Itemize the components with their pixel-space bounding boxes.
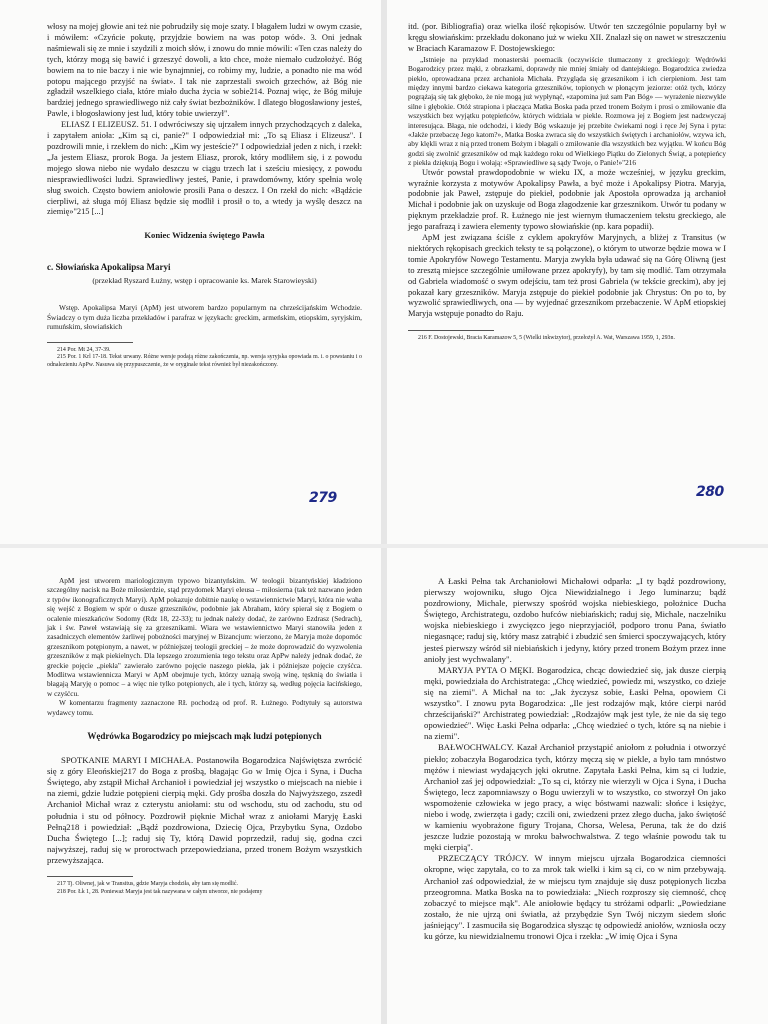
page-number-279: 279 <box>309 490 337 506</box>
section-heading: c. Słowiańska Apokalipsa Maryi <box>47 262 171 273</box>
page-282 <box>384 546 768 1024</box>
page-280 <box>384 0 768 546</box>
p280-text-2: Utwór powstał prawdopodobnie w wieku IX, a może wcześniej, w języku greckim, wyraźnie korzysta z motywów Apokalipsy Pawła, a być może i Apokalipsy Piotra. Maryja, podobnie jak Paweł, zstępuje do piekieł, podobnie jak Apostoła oprowadza ją archanioł Michał i podobnie jak on uzyskuje od Boga złagodzenie kar grzesznikom. Utwór tu podany w pięknym przekładzie prof. R. Łużnego nie jest wiernym tłumaczeniem tekstu greckiego, ale jego parafrazą i zawiera elementy typowo słowiańskie (np. kara popadii). <box>408 167 726 232</box>
p282-text-2: MARYJA PYTA O MĘKI. Bogarodzica, chcąc dowiedzieć się, jak dusze cierpią męki, powiedziała do Archistratega: „Chcę wiedzieć, powiedz mi, wszystko, co dzieje się na ziemi". A Michał na to: „Jak życzysz sobie, Łaski Pełna, opowiem Ci wszystko". I znowu pyta Bogarodzica: „Ile jest rodzajów mąk, które cierpi naród chrześcijański?" Archistrateg powiedział: „Rodzajów mąk jest tyle, że nie da się tego opowiedzieć". Więc Łaski Pełna odparła: „Chcę wiedzieć o tych, które są na niebie i na ziemi". <box>424 664 726 742</box>
end-heading: Koniec Widzenia świętego Pawła <box>144 230 265 241</box>
footnote-rule <box>47 342 133 343</box>
p281-text-1: ApM jest utworem mariologicznym typowo bizantyńskim. W teologii bizantyńskiej kładziono szczególny nacisk na Boże miłosierdzie, stąd przydomek Maryi eleusa – miłosierna (tak też nazwano jeden z typów ikonograficznych Maryi). ApM pokazuje dobitnie naukę o wstawiennictwie Maryi, która nie waha się wejść z Bogiem w spór o dusze grzeszników, podobnie jak Abraham, który spierał się z Bogiem o ocalenie mieszkańców Sodomy (Rdz 18, 22-33); tu jednak należy dodać, że zarówno Ezdrasz (Sedrach), jak i św. Paweł wstawiają się za grzesznikami. Wiara we wstawiennictwo Maryi stanowiła jeden z zasadniczych elementów żarliwej pobożności maryjnej w Bizancjum: wierzono, że Maryja może dopomóc grzesznikom potępionym, a nawet, w późniejszej teologii greckiej – że może doprowadzić do wyzwolenia grzeszników z mąk piekielnych. Dla lepszego zrozumienia tego tekstu oraz ApPw należy jednak dodać, że greckie pojęcie „piekła" zawierało zarówno pojęcie naszego piekła, jak i późniejsze pojęcie czyśćca. Modlitwa wstawiennicza Maryi w ApM obejmuje tych, którzy uznają swoją winę, tęsknią do światła i błagają Maryję o pomoc – a więc nie tylko potępionych, ale i tych, którzy są, według pojęcia łacińskiego, w czyśćcu. <box>47 576 362 698</box>
chapter-heading: Wędrówka Bogarodzicy po miejscach mąk ludzi potępionych <box>87 731 322 742</box>
page-281 <box>0 546 384 1024</box>
footnote-217: 217 Tj. Oliwnej, jak w Transitus, gdzie Maryja chodziła, aby tam się modlić. <box>57 881 238 888</box>
p279-text-1: włosy na mojej głowie ani też nie pobrudziły się moje szaty. I błagałem ludzi w owym czasie, i mówiłem: «Czyńcie pokutę, przyjdzie bowiem na was potop wód». 3. Oni jednak naśmiewali się ze mnie i szydzili z moich słów, i znowu do mnie mówili: «Ten czas należy do tych, którzy mogą się bawić i grzeszyć dowoli, a kto chce, może niemało cudzołożyć. Bóg bowiem na to nie baczy i nie wie bynajmniej, co robimy my, ludzie, a ponadto nie ma wód potopu mającego przyjść na świat». I tak nie zaprzestali swoich grzechów, aż Bóg nie zgładził wszelkiego ciała, które miało ducha życia w sobie214. Poznaj więc, że Bóg miłuje bardziej jednego sprawiedliwego niż cały świat bezbożników. I dlatego błogosławiony jesteś, Pawle, i błogosławiony jest lud, który tobie uwierzył". <box>47 22 362 119</box>
intro-text: Wstęp. Apokalipsa Maryi (ApM) jest utworem bardzo popularnym na chrześcijańskim Wchodzie. Świadczy o tym duża liczba przekładów i parafraz w językach: greckim, armeńskim, etiopskim, syryjskim, rumuńskim, słowiańskich <box>47 303 362 332</box>
gutter-bottom <box>381 546 387 1024</box>
footnote-216: 216 F. Dostojewski, Bracia Karamazow 5, 5 (Wielki inkwizytor), przełożył A. Wat, Warszawa 1959, 1, 293n. <box>418 335 675 342</box>
page-279 <box>0 0 384 546</box>
p281-text-2: W komentarzu fragmenty zaznaczone RŁ pochodzą od prof. R. Łużnego. Podtytuły są autorstwa wydawcy tomu. <box>47 698 362 717</box>
footnote-218: 218 Por. Łk 1, 28. Ponieważ Maryja jest tak nazywana w całym utworze, nie podajemy <box>57 888 263 895</box>
footnote-214: 214 Por. Mt 24, 37-39. <box>57 346 111 353</box>
p282-text-4: PRZECZĄCY TRÓJCY. W innym miejscu ujrzała Bogarodzica ciemności okropne, więc zapytała, co to za mrok tak wielki i kim są ci, co w nim przebywają. Archanioł zaś odpowiedział, że w miejscu tym znajduje się dusz potępionych liczba przeogromna. Matka Boska na to powiedziała: „Niech rozproszy się ciemność, chcę zobaczyć to miejsce mąk". Ale aniołowie będący tu stróżami odparli: „Powiedziane zostało, że nie ujrzą oni światła, aż przybędzie Syn Twój niczym siedem słońc jaśniejący". I zasmuciła się Bogarodzica słysząc tę odpowiedź aniołów, wzniosła oczy ku górze, ku niewidzialnemu tronowi Ojca i rzekła: „W imię Ojca i Syna <box>424 853 726 941</box>
footnote-rule <box>47 876 133 877</box>
gutter-top <box>381 0 387 546</box>
page-number-280: 280 <box>696 484 724 500</box>
footnote-215: 215 Por. 1 Krl 17-18. Tekst urwany. Różne wersje podają różne zakończenia, np. wersja syryjska opowiada m. i. o powstaniu i o odnalezieniu ApPw. Nasuwa się przypuszczenie, że w oryginale tekst również był niezakończony. <box>47 354 362 368</box>
p280-text-1: itd. (por. Bibliografia) oraz wielka ilość rękopisów. Utwór ten szczególnie popularny był w kręgu słowiańskim: przekładu dokonano już w wieku XII. Znalazł się on nawet w streszczeniu w Braciach Karamazow F. Dostojewskiego: <box>408 22 726 53</box>
p280-text-3: ApM jest związana ściśle z cyklem apokryfów Maryjnych, a bliżej z Transitus (w niektórych rękopisach greckich teksty te są połączone), o którym to utworze będzie mowa w I tomie Apokryfów Nowego Testamentu. Maryja zwykła była udawać się na Górę Oliwną (jest to zresztą miejsce szczególnie umiłowane przez apokryfy), by tam się modlić. Tam otrzymała od Gabriela wiadomość o swym odejściu, tam też prosi Gabriela (w tekście greckim), aby jej pokazał kary grzeszników. Maryja zstępuje do piekieł podobnie jak Chrystus: On po to, by wyzwolić sprawiedliwych, ona — by wyjednać grzesznikom przebaczenie. W ApM etiopskiej Maryja wstępuje ponadto do Raju. <box>408 233 726 319</box>
p282-text-3: BAŁWOCHWALCY. Kazał Archanioł przystąpić aniołom z południa i otworzyć piekło; zobaczyła Bogarodzica tych, którzy męczą się w piekle, a było tam mnóstwo mężów i niewiast wydających jęki okrutne. Zapytała Łaski Pełna, kim są ci ludzie, Archanioł zaś jej odpowiedział: „To są ci, którzy nie wierzyli w Ojca i Syna, i Ducha Świętego, lecz zapomniawszy o Bogu uwierzyli w to wszystko, co stworzył On jako wspomożenie człowieka w jego pracy, a więc bóstwami nazwali: słońce i księżyc, niebo i wodę, zwierzęta i gady; czcili oni, zwiedzeni przez złego ducha, jako świętość w kamieniu wyobrażone figury Trojana, Chorsa, Welesa, Peruna, tak że do dziś jeszcze ludzie pozostają w mroku bałwochwalstwa. Z tego właśnie powodu tak tu męki cierpią". <box>424 742 726 853</box>
p279-text-2: ELIASZ I ELIZEUSZ. 51. I odwróciwszy się ujrzałem innych przychodzących z daleka, i zapytałem anioła: „Kim są ci, panie?" I odpowiedział mi: „To są Eliasz i Elizeusz". I pozdrowili mnie, i rzekłem do nich: „Kim wy jesteście?" I odpowiedział jeden z nich, i rzekł: „Ja jestem Eliasz, prorok Boga. Ja jestem Eliasz, prorok, który modliłem się, i z powodu mojego słowa niebo nie wydało deszczu w ciągu trzech lat i sześciu miesięcy, z powodu niesprawiedliwości ludzi. Sprawiedliwy jesteś, Panie, i prawdomówny, który spełnia wolę sług swoich. Często bowiem aniołowie prosili Pana o deszcz. I On rzekł do nich: «Bądźcie cierpliwi, aż sługa mój Eliasz będzie się modlił i prosił o to, a wtedy ja wyślę deszcz na ziemię»"215 [...] <box>47 120 362 217</box>
section-subtitle: (przekład Ryszard Łużny, wstęp i opracowanie ks. Marek Starowieyski) <box>92 276 317 286</box>
dostoevsky-quote: „Istnieje na przykład monasterski poemacik (oczywiście tłumaczony z greckiego): Wędrówki Bogarodzicy przez mąki, z obrazkami, doprawdy nie mniej śmiały od dantejskiego. Bogarodzica zwiedza piekło, oprowadzana przez archanioła Michała. Przygląda się grzesznikom i ich cierpieniom. Jest tam między innymi bardzo ciekawa kategoria grzeszników, topionych w płonącym jeziorze: otóż tych, którzy pogrążają się tak głęboko, że nie mogą już wypłynąć, «zapomina już sam Pan Bóg» — wyrażenie niezwykle silne i głębokie. Otóż strapiona i płacząca Matka Boska pada przed tronem Bożym i prosi o zmiłowanie dla wszystkich bez wyjątku potępieńców, których widziała w piekle. Rozmowa jej z Bogiem jest nadzwyczaj interesująca. Błaga, nie odchodzi, i kiedy Bóg wskazuje jej przebite ćwiekami nogi i ręce Jej Syna i pyta: «Jakże przebaczę Jego katom?», Matka Boska zwraca się do wszystkich świętych i archaniołów, wzywa ich, aby klękli wraz z nią przed tronem Bożym i błagali o zmiłowanie dla wszystkich bez wyjątku. W końcu Bóg godzi się zwolnić grzeszników od mąk każdego roku od Wielkiego Piątku do Zielonych Świąt, a potępieńcy z piekła dziękują Bogu i wołają: «Sprawiedliwe są sądy Twoje, o Panie!»"216 <box>408 54 726 168</box>
p281-text-3: SPOTKANIE MARYI I MICHAŁA. Postanowiła Bogarodzica Najświętsza zwrócić się z góry Eleońskiej217 do Boga z prośbą, błagając Go w Imię Ojca i Syna, i Ducha Świętego, aby zstąpił Michał Archanioł i powiedział jej wszystko o miejscach na niebie i na ziemi, gdzie ludzie potępieni cierpią męki. Gdy prośba doszła do Najwyższego, zszedł Archanioł Michał wraz z czterystu aniołami: stu od wschodu, stu od zachodu, stu od południa i stu od północy. Pozdrowił pięknie Michał wraz z aniołami Maryję Łaski Pełną218 i powiedział: „Bądź pozdrowiona, Dziecię Ojca, Przybytku Syna, Ozdobo Ducha Świętego [...]; raduj się Ty, którą Dawid poprzedził, raduj się, godna czci najwyższej, raduj się w proroctwach przepowiedziana, przed tronem Bożym wszystkich przewyższająca. <box>47 755 362 865</box>
scan-separator <box>0 544 768 548</box>
p282-text-1: A Łaski Pełna tak Archaniołowi Michałowi odparła: „I ty bądź pozdrowiony, pierwszy wojowniku, sługo Ojca Niewidzialnego i Jego luminarzu; bądź pozdrowiony, Michale, pierwszy spośród wojska niebieskiego, położnice Ducha Świętego, Archistrategu, ozdobo hufców niebiańskich; raduj się, Michale, naczelniku wojska niebieskiego i zwycięzco jego nieprzyjaciół, podporo tronu Pana, światło niegasnące; raduj się, który masz zatrąbić i zbudzić sen śmierci spoczywających, który jesteś pierwszy wśród sił niebiańskich i jedyny, który przed tronem Bożym przez inne anioły jest wychwalany". <box>424 576 726 664</box>
footnote-rule <box>408 330 494 331</box>
